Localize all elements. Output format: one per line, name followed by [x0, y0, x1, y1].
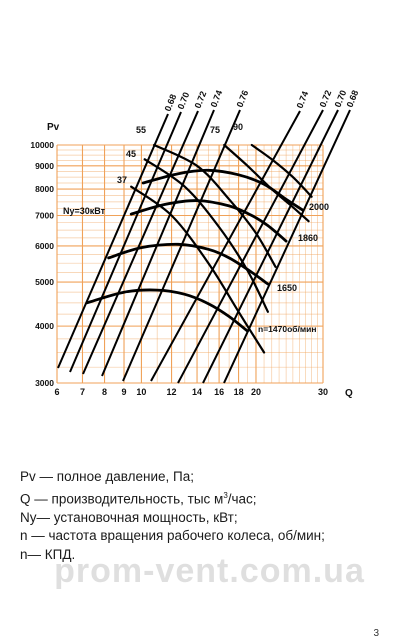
- x-tick-label: 9: [121, 387, 127, 397]
- annotation-power-37: 37: [117, 175, 128, 185]
- annotation-power-30: Ny=30кВт: [63, 206, 106, 216]
- y-tick-label: 3000: [35, 378, 54, 388]
- x-tick-label: 6: [54, 387, 60, 397]
- annotation-power-90: 90: [233, 122, 244, 132]
- legend-q-text: Q — производительность, тыс м: [20, 491, 224, 507]
- efficiency-ray: [58, 114, 168, 368]
- efficiency-label: 0.68: [162, 92, 179, 113]
- x-tick-label: 10: [136, 387, 147, 397]
- y-axis-label: Pv: [47, 122, 60, 133]
- annotation-power-45: 45: [126, 149, 137, 159]
- annotation-power-55: 55: [136, 125, 147, 135]
- x-tick-label: 18: [233, 387, 244, 397]
- efficiency-label: 0.74: [208, 88, 225, 109]
- legend: [20, 468, 415, 564]
- annotation-speed-1650: 1650: [277, 283, 298, 293]
- x-tick-label: 7: [79, 387, 85, 397]
- efficiency-label: 0.70: [175, 90, 192, 111]
- efficiency-label: 0.68: [344, 88, 361, 109]
- legend-n: n — частота вращения рабочего колеса, об/мин;: [20, 528, 325, 544]
- legend-q: [20, 487, 415, 509]
- legend-q-sup: 3: [223, 490, 228, 500]
- y-tick-label: 10000: [30, 140, 54, 150]
- y-tick-label: 4000: [35, 321, 54, 332]
- power-curve: [154, 145, 275, 267]
- y-tick-label: 9000: [35, 160, 54, 171]
- x-tick-label: 12: [166, 387, 177, 397]
- legend-ny: Ny— установочная мощность, кВт;: [20, 509, 238, 525]
- x-axis-label: Q: [345, 388, 353, 399]
- legend-eta: n— КПД.: [20, 546, 76, 562]
- legend-pv: Pv — полное давление, Па;: [20, 469, 194, 484]
- efficiency-label: 0.76: [234, 88, 251, 109]
- efficiency-label: 0.72: [192, 89, 209, 110]
- efficiency-label: 0.72: [317, 88, 334, 109]
- efficiency-label: 0.74: [294, 89, 311, 110]
- annotation-speed-2000: 2000: [309, 202, 330, 212]
- efficiency-label: 0.70: [332, 88, 349, 109]
- efficiency-ray: [83, 111, 198, 374]
- x-tick-label: 8: [102, 387, 108, 397]
- page-number: 3: [373, 628, 379, 639]
- legend-q-tail: /час;: [227, 491, 257, 507]
- annotation-speed-1860: 1860: [298, 233, 319, 243]
- y-tick-label: 5000: [35, 277, 54, 288]
- watermark: prom-vent.com.ua: [54, 552, 365, 590]
- x-tick-label: 30: [317, 387, 329, 397]
- y-tick-label: 7000: [35, 210, 54, 221]
- annotation-speed-1470: n=1470об/мин: [258, 324, 317, 334]
- x-tick-label: 14: [192, 387, 203, 397]
- y-tick-label: 8000: [35, 184, 54, 195]
- y-tick-label: 6000: [35, 240, 54, 251]
- annotation-power-75: 75: [210, 125, 221, 135]
- x-tick-label: 16: [214, 387, 225, 397]
- x-tick-label: 20: [250, 387, 261, 397]
